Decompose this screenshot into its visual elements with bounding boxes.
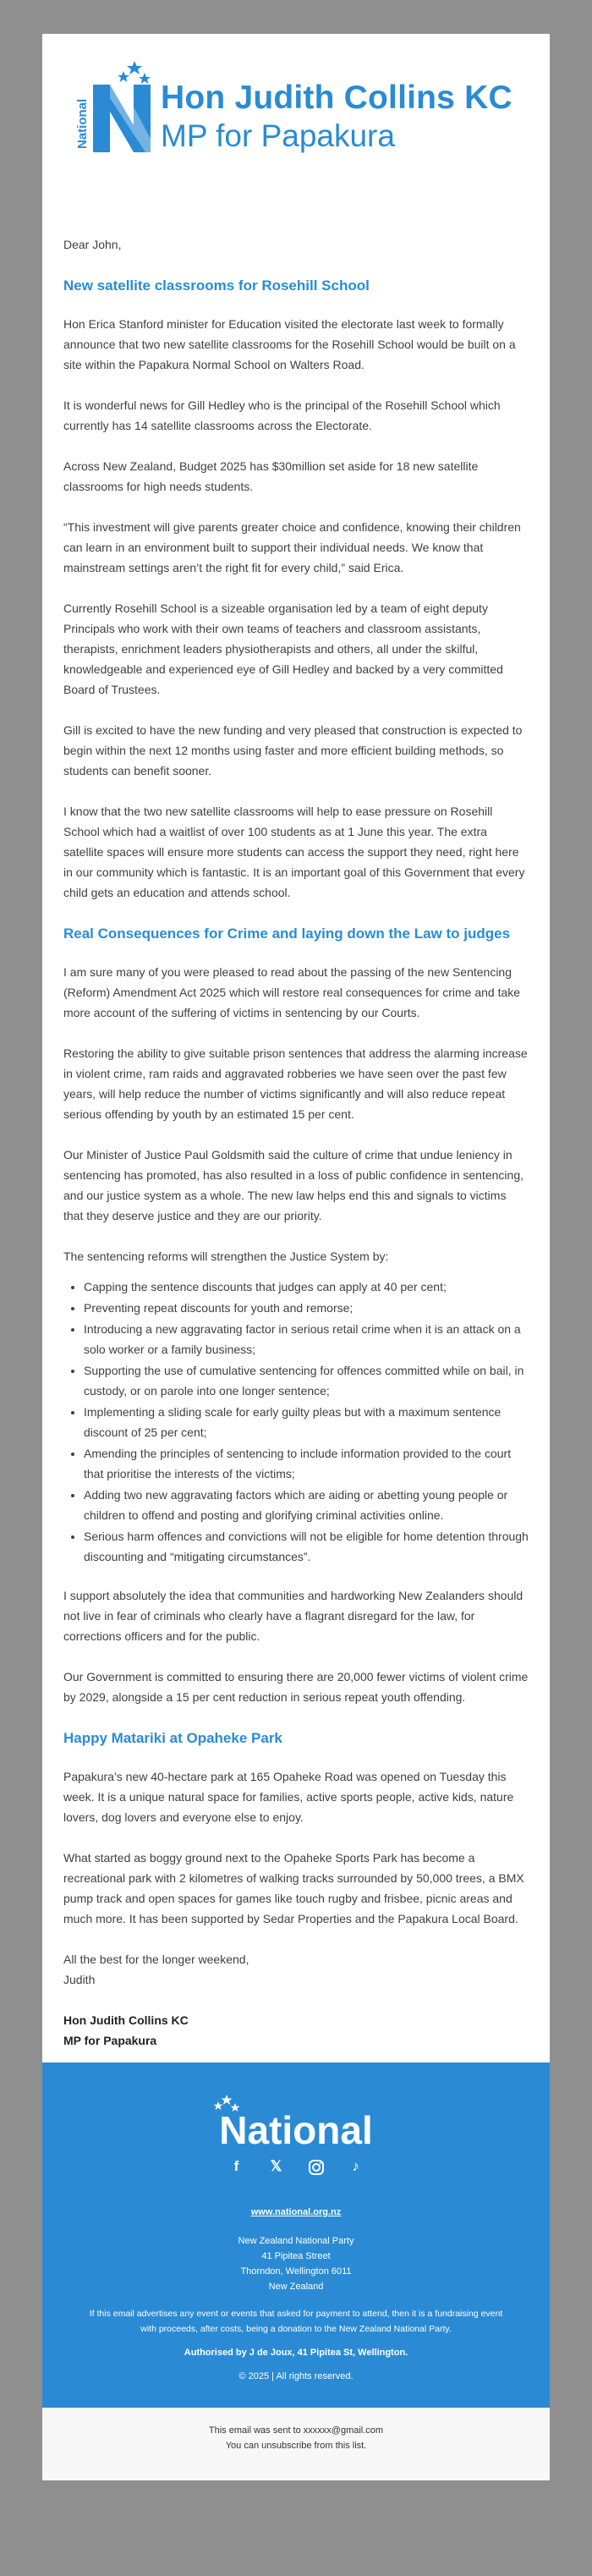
signoff-name: Hon Judith Collins KC [63, 2013, 189, 2027]
paragraph: Gill is excited to have the new funding and very pleased that construction is expected to begin within the next 12 months using faster and more efficient building methods, so students can benefit sooner. [63, 723, 523, 777]
reform-bullet-list [84, 1277, 529, 1567]
paragraph: The sentencing reforms will strengthen the Justice System by: [63, 1250, 389, 1263]
list-item: • Capping the sentence discounts that judges can apply at 40 per cent; [84, 1277, 529, 1297]
paragraph: I know that the two new satellite classrooms will help to ease pressure on Rosehill School which had a waitlist of over 100 students as at 1 June this year. The extra satellite spaces will ensure more students can access the support they need, right here in our community which is fantastic. It is an important goal of this Government that every child gets an education and attends school. [63, 805, 525, 899]
paragraph: Papakura’s new 40-hectare park at 165 Opaheke Road was opened on Tuesday this week. It is a unique natural space for families, active sports people, active kids, nature lovers, dog lovers and everyone else to enjoy. [63, 1770, 514, 1824]
header-subtitle: MP for Papakura [161, 118, 395, 153]
list-item: • Amending the principles of sentencing to include information provided to the court that prioritise the interests of the victims; [84, 1443, 529, 1484]
address-line: New Zealand [268, 2282, 324, 2292]
tiktok-icon[interactable]: ♪ [352, 2158, 359, 2174]
paragraph: Our Minister of Justice Paul Goldsmith said the culture of crime that undue leniency in sentencing has promoted, has also resulted in a loss of public confidence in sentencing, and our justice system as a whole. The new law helps end this and signals to victims that they deserve justice and they are our priority. [63, 1148, 524, 1222]
fundraising-disclaimer: If this email advertises any event or events that asked for payment to attend, then it is a fundraising event with proceeds, after costs, being a donation to the New Zealand National Party. [89, 2309, 503, 2334]
national-footer-logo-icon [190, 2093, 402, 2149]
paragraph: “This investment will give parents greater choice and confidence, knowing their children can learn in an environment built to support their individual needs. We know that mainstream settings aren’t the right fit for every child,” said Erica. [63, 520, 521, 574]
signoff-role: MP for Papakura [63, 2034, 157, 2047]
list-item: • Preventing repeat discounts for youth and remorse; [84, 1298, 529, 1318]
section-title-crime-consequences: Real Consequences for Crime and laying down the Law to judges [63, 925, 511, 942]
email-card [42, 34, 550, 2480]
email-footer [42, 2062, 550, 2408]
paragraph: Across New Zealand, Budget 2025 has $30million set aside for 18 new satellite classrooms for high needs students. [63, 459, 479, 493]
section-title-satellite-classrooms: New satellite classrooms for Rosehill School [63, 277, 370, 294]
paragraph: It is wonderful news for Gill Hedley who is the principal of the Rosehill School which currently has 14 satellite classrooms across the Electorate. [63, 398, 501, 432]
logo-vertical-text: National [75, 98, 90, 149]
signoff [63, 1949, 529, 1990]
header-name: Hon Judith Collins KC [161, 80, 513, 116]
post-footer [42, 2408, 550, 2480]
authorisation-statement: Authorised by J de Joux, 41 Pipitea St, Wellington. [184, 2348, 408, 2358]
footer-logo-text: National [219, 2108, 373, 2149]
list-item: • Serious harm offences and convictions will not be eligible for home detention through discounting and “mitigating circumstances”. [84, 1526, 529, 1567]
paragraph: I am sure many of you were pleased to read about the passing of the new Sentencing (Reform) Amendment Act 2025 which will restore real consequences for crime and take more account of the suffering of victims in sentencing by our Courts. [63, 965, 521, 1019]
paragraph: Currently Rosehill School is a sizeable organisation led by a team of eight deputy Principals who work with their own teams of teachers and classroom assistants, therapists, enrichment leaders physiotherapists and others, all under the skilful, knowledgeable and experienced eye of Gill Hedley and backed by a very committed Board of Trustees. [63, 601, 503, 696]
website-link[interactable]: www.national.org.nz [250, 2207, 342, 2217]
list-item: • Adding two new aggravating factors which are aiding or abetting young people or children to offend and posting and glorifying criminal activities online. [84, 1485, 529, 1525]
unsubscribe-link[interactable]: You can unsubscribe from this list. [225, 2441, 367, 2451]
greeting: Dear John, [63, 238, 122, 251]
paragraph: Our Government is committed to ensuring there are 20,000 fewer victims of violent crime by 2029, alongside a 15 per cent reduction in serious repeat youth offending. [63, 1670, 529, 1704]
sent-to-notice: This email was sent to xxxxxx@gmail.com [208, 2425, 384, 2436]
paragraph: What started as boggy ground next to the Opaheke Sports Park has become a recreational park with 2 kilometres of walking tracks surrounded by 50,000 trees, a BMX pump track and open spaces for games like touch rugby and frisbee, picnic areas and much more. It has been supported by Sedar Properties and the Papakura Local Board. [63, 1851, 524, 1925]
instagram-icon[interactable] [307, 2157, 326, 2176]
facebook-icon[interactable]: f [233, 2158, 239, 2174]
social-icons [59, 2157, 533, 2176]
email-header [42, 34, 550, 190]
paragraph: Restoring the ability to give suitable prison sentences that address the alarming increase in violent crime, ram raids and aggravated robberies we have seen over the past few years, will help reduce the number of victims significantly and will also reduce repeat serious offending by youth by an estimated 15 per cent. [63, 1046, 528, 1121]
paragraph: Hon Erica Stanford minister for Education visited the electorate last week to formally announce that two new satellite classrooms for the Rosehill School would be built on a site within the Papakura Normal School on Walters Road. [63, 317, 516, 371]
signoff-signature: Judith [63, 1973, 96, 1986]
address-line: 41 Pipitea Street [261, 2251, 331, 2261]
x-icon[interactable]: 𝕏 [270, 2158, 282, 2174]
email-body [42, 190, 550, 2062]
signoff-line: All the best for the longer weekend, [63, 1953, 249, 1966]
postal-address [59, 2233, 533, 2294]
email-wrapper [42, 0, 550, 2480]
copyright: © 2025 | All rights reserved. [238, 2371, 354, 2381]
paragraph: I support absolutely the idea that communities and hardworking New Zealanders should not live in fear of criminals who clearly have a flagrant disregard for the law, for corrections officers and for the public. [63, 1589, 523, 1643]
list-item: • Implementing a sliding scale for early guilty pleas but with a maximum sentence discount of 25 per cent; [84, 1402, 529, 1442]
address-line: New Zealand National Party [238, 2236, 354, 2246]
address-line: Thorndon, Wellington 6011 [240, 2266, 352, 2277]
list-item: • Supporting the use of cumulative sentencing for offences committed while on bail, in custody, or on parole into one longer sentence; [84, 1360, 529, 1401]
section-title-matariki: Happy Matariki at Opaheke Park [63, 1730, 282, 1746]
list-item: • Introducing a new aggravating factor in serious retail crime when it is an attack on a solo worker or a family business; [84, 1319, 529, 1359]
